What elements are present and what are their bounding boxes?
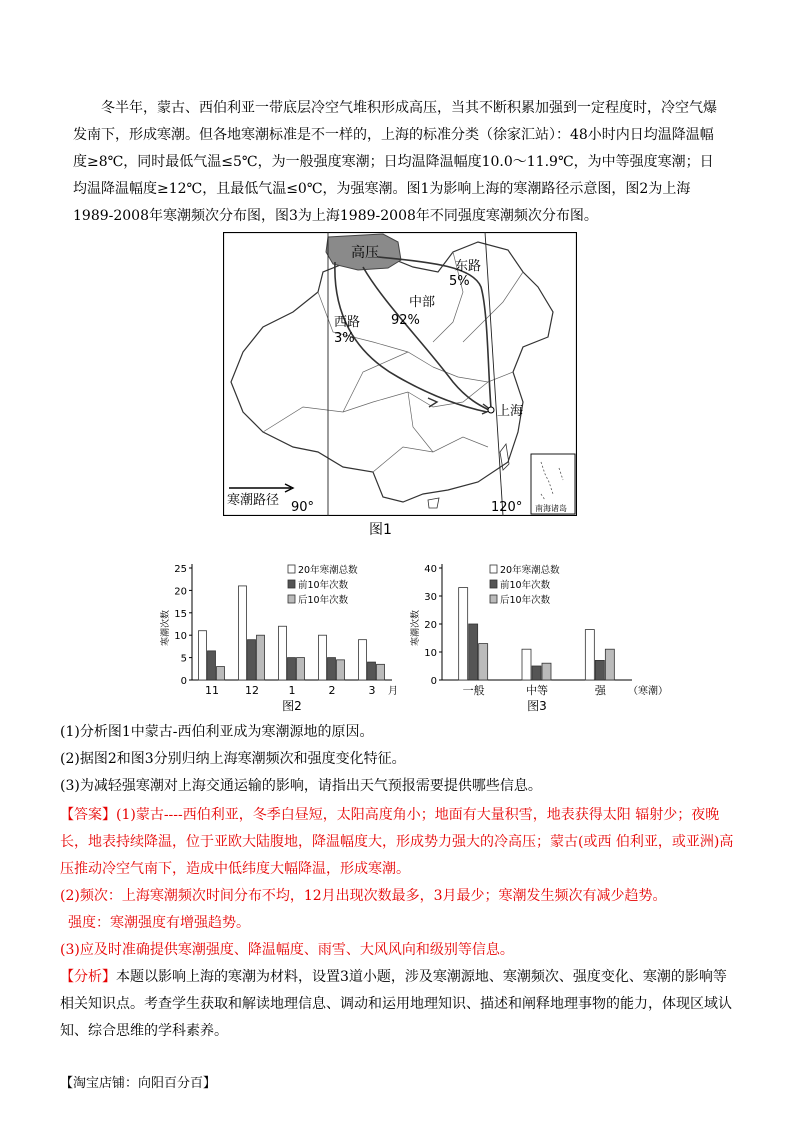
- y-tick-label: 0: [430, 676, 437, 687]
- bar: [479, 644, 488, 680]
- intro-paragraph: 冬半年，蒙古、西伯利亚一带底层冷空气堆积形成高压，当其不断积累加强到一定程度时，冷空气爆发南下，形成寒潮。但各地寒潮标准是不一样的，上海的标准分类（徐家汇站）：48小时内日均温降温幅度≥8℃，同时最低气温≤5℃，为一般强度寒潮；日均温降温幅度10.0～11.9℃，为中等强度寒潮；日均温降温幅度≥12℃，且最低气温≤0℃，为强寒潮。图1为影响上海的寒潮路径示意图，图2为上海1989-2008年寒潮频次分布图，图3为上海1989-2008年不同强度寒潮频次分布图。: [73, 100, 717, 224]
- answer-2: (2)频次：上海寒潮频次时间分布不均，12月出现次数最多，3月最少；寒潮发生频次有减少趋势。: [60, 888, 667, 904]
- bar: [217, 667, 225, 680]
- answer-2b: 强度：寒潮强度有增强趋势。: [68, 915, 250, 931]
- y-tick-label: 20: [424, 620, 437, 631]
- lon-120-label: 120°: [491, 500, 523, 515]
- legend-swatch: [288, 565, 295, 573]
- legend-label: 前10年次数: [500, 580, 551, 591]
- x-tick-label: 3: [368, 684, 376, 697]
- legend-label: 寒潮路径: [227, 493, 280, 508]
- figure3-chart: [400, 556, 670, 716]
- legend-swatch: [490, 580, 497, 588]
- legend-swatch: [490, 595, 497, 603]
- bar: [248, 640, 256, 680]
- bar: [605, 649, 614, 680]
- bar: [459, 588, 468, 680]
- bar: [522, 649, 531, 680]
- bar: [377, 664, 385, 680]
- x-tick-label: 强: [594, 684, 606, 697]
- figure1-caption: 图1: [369, 522, 392, 538]
- chart-caption: 图2: [282, 699, 302, 713]
- question-1: (1)分析图1中蒙古-西伯利亚成为寒潮源地的原因。: [60, 724, 374, 740]
- east-route-label: 东路: [455, 259, 482, 274]
- bar: [297, 658, 305, 680]
- x-tick-label: 1: [288, 684, 296, 697]
- inset-label: 南海诸岛: [535, 504, 567, 513]
- figure2-chart: [150, 556, 400, 716]
- bar: [328, 658, 336, 680]
- bar: [532, 666, 541, 680]
- question-2: (2)据图2和图3分别归纳上海寒潮频次和强度变化特征。: [60, 751, 406, 767]
- legend-label: 20年寒潮总数: [500, 565, 560, 576]
- bar: [359, 640, 367, 680]
- y-tick-label: 5: [180, 653, 187, 665]
- y-tick-label: 15: [174, 608, 187, 620]
- bar: [469, 624, 478, 680]
- x-unit-label: （寒潮）: [628, 686, 668, 697]
- bar: [368, 662, 376, 680]
- answer-3: (3)应及时准确提供寒潮强度、降温幅度、雨雪、大风风向和级别等信息。: [60, 942, 514, 958]
- y-tick-label: 40: [424, 564, 437, 575]
- west-route-percent: 3%: [334, 331, 355, 346]
- shanghai-label: 上海: [497, 404, 524, 419]
- y-axis-label: 寒潮次数: [161, 609, 171, 646]
- west-route-label: 西路: [334, 315, 361, 330]
- y-tick-label: 10: [424, 648, 437, 659]
- legend-label: 前10年次数: [298, 580, 349, 591]
- bar: [585, 630, 594, 680]
- answer-1: [60, 802, 740, 883]
- middle-route-label: 中部: [409, 295, 436, 310]
- bar: [239, 586, 247, 680]
- bar: [199, 631, 207, 680]
- bar: [257, 635, 265, 680]
- legend-swatch: [490, 565, 497, 573]
- legend-label: 20年寒潮总数: [298, 565, 358, 576]
- x-tick-label: 2: [328, 684, 336, 697]
- x-tick-label: 一般: [462, 684, 485, 697]
- cold-wave-route-map: [223, 232, 577, 516]
- bar: [288, 658, 296, 680]
- y-axis-label: 寒潮次数: [411, 609, 421, 646]
- answer-tag: 【答案】: [60, 807, 116, 823]
- question-3: (3)为减轻强寒潮对上海交通运输的影响，请指出天气预报需要提供哪些信息。: [60, 778, 542, 794]
- y-tick-label: 20: [174, 586, 187, 598]
- legend-swatch: [288, 580, 295, 588]
- bar: [595, 660, 604, 680]
- middle-route-percent: 92%: [391, 313, 420, 328]
- footer-shop: 【淘宝店铺：向阳百分百】: [60, 1076, 217, 1091]
- x-tick-label: 11: [205, 684, 219, 697]
- analysis-text: 本题以影响上海的寒潮为材料，设置3道小题，涉及寒潮源地、寒潮频次、强度变化、寒潮的影响等相关知识点。考查学生获取和解读地理信息、调动和运用地理知识、描述和阐释地理事物的能力，体现区域认知、综合思维的学科素养。: [60, 969, 732, 1039]
- legend-label: 后10年次数: [500, 595, 551, 606]
- y-tick-label: 10: [174, 631, 187, 643]
- high-pressure-label: 高压: [351, 245, 379, 261]
- east-route-percent: 5%: [449, 274, 470, 289]
- legend-label: 后10年次数: [298, 595, 349, 606]
- y-tick-label: 30: [424, 592, 437, 603]
- x-unit-label: 月: [388, 686, 398, 697]
- bar: [319, 635, 327, 680]
- y-tick-label: 0: [180, 676, 187, 687]
- analysis-tag: 【分析】: [60, 969, 116, 985]
- bar: [208, 651, 216, 680]
- x-tick-label: 12: [245, 684, 259, 697]
- analysis: [60, 964, 740, 1045]
- bar: [279, 626, 287, 680]
- lon-90-label: 90°: [291, 500, 315, 515]
- chart-caption: 图3: [527, 699, 547, 713]
- answer-1-text: (1)蒙古----西伯利亚，冬季白昼短，太阳高度角小；地面有大量积雪，地表获得太阳 辐射少；夜晚长，地表持续降温，位于亚欧大陆腹地，降温幅度大，形成势力强大的冷高压；蒙古(或西 伯利亚，或亚洲)高压推动冷空气南下，造成中低纬度大幅降温，形成寒潮。: [60, 807, 734, 877]
- legend-swatch: [288, 595, 295, 603]
- y-tick-label: 25: [174, 564, 187, 575]
- x-tick-label: 中等: [526, 684, 548, 697]
- bar: [337, 660, 345, 680]
- bar: [542, 663, 551, 680]
